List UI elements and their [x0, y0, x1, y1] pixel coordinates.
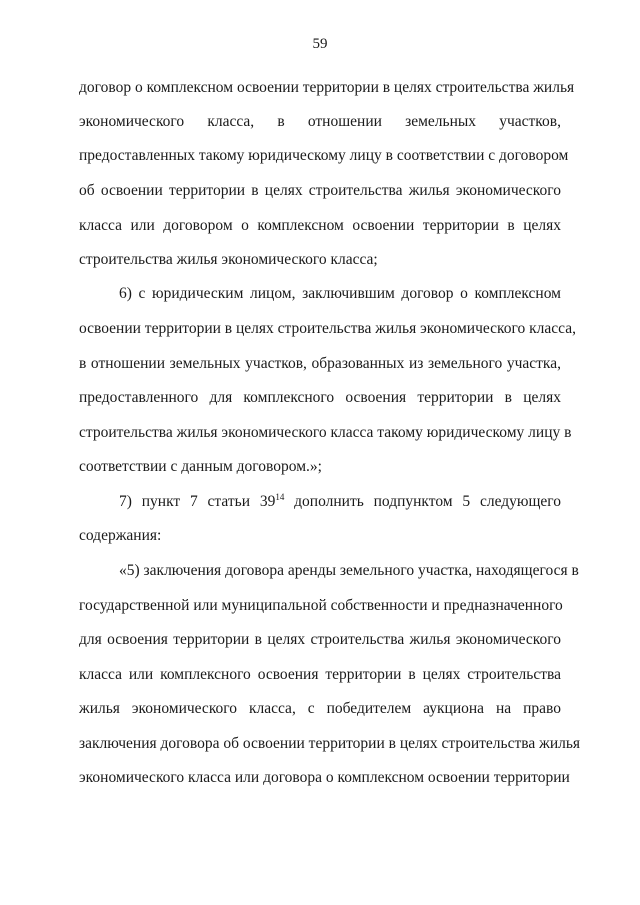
text-line: договор о комплексном освоении территории в целях строительства жилья [79, 79, 575, 96]
page-number: 59 [312, 36, 328, 52]
text-line: предоставленного для комплексного освоения территории в целях [79, 389, 561, 406]
text-line: предоставленных такому юридическому лицу в соответствии с договором [79, 147, 569, 164]
text-line: класса или договором о комплексном освоении территории в целях [79, 217, 561, 234]
text-line: для освоения территории в целях строительства жилья экономического [79, 631, 561, 648]
text-line: «5) заключения договора аренды земельного участка, находящегося в [119, 562, 579, 579]
text-line: освоении территории в целях строительства жилья экономического класса, [79, 320, 576, 337]
text-line: государственной или муниципальной собственности и предназначенного [79, 597, 563, 614]
text-line: заключения договора об освоении территории в целях строительства жилья [79, 735, 581, 752]
text-line: строительства жилья экономического класса; [79, 251, 378, 268]
text-line-item-7 [119, 492, 561, 512]
text-line: об освоении территории в целях строительства жилья экономического [79, 182, 561, 199]
text-line: соответствии с данным договором.»; [79, 458, 322, 475]
item7-before: 7) пункт 7 статьи 39 [119, 493, 276, 510]
text-line: класса или комплексного освоения территории в целях строительства [79, 666, 561, 683]
item7-superscript: 14 [275, 491, 285, 502]
text-line: жилья экономического класса, с победителем аукциона на право [79, 700, 561, 717]
text-line: в отношении земельных участков, образованных из земельного участка, [79, 355, 561, 372]
text-line: содержания: [79, 527, 162, 544]
text-line: экономического класса, в отношении земельных участков, [79, 113, 561, 130]
text-line: строительства жилья экономического класса такому юридическому лицу в [79, 424, 572, 441]
text-line: 6) с юридическим лицом, заключившим договор о комплексном [119, 285, 561, 302]
item7-after: дополнить подпунктом 5 следующего [284, 493, 562, 510]
text-line: экономического класса или договора о комплексном освоении территории [79, 769, 570, 786]
